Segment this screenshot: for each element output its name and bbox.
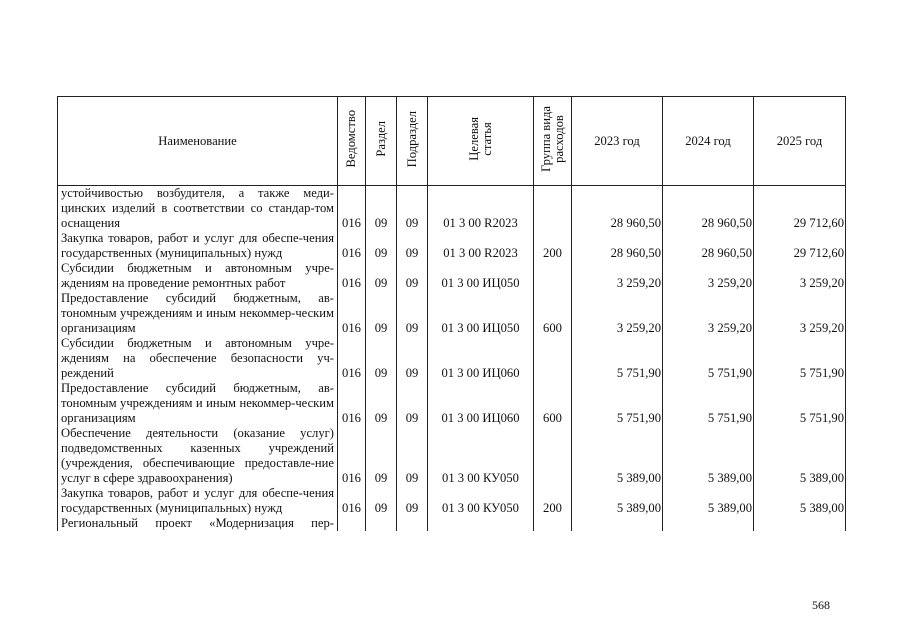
header-2024-label: 2024 год: [685, 133, 731, 148]
row-podrazdel: 09: [397, 291, 428, 336]
header-2025: [754, 97, 846, 186]
row-gruppa: [534, 186, 572, 232]
row-2024: 5 389,00: [663, 426, 754, 486]
row-razdel: 09: [366, 426, 397, 486]
row-name: Субсидии бюджетным и автономным учре-ждениям на проведение ремонтных работ: [58, 261, 338, 291]
row-podrazdel: 09: [397, 231, 428, 261]
row-2024: 3 259,20: [663, 261, 754, 291]
row-vedomstvo: [338, 516, 366, 531]
row-celevaya: 01 3 00 ИЦ050: [428, 261, 534, 291]
header-2024: [663, 97, 754, 186]
header-vedomstvo-label: Ведомство: [344, 110, 358, 168]
header-2023: [572, 97, 663, 186]
row-2025: [754, 516, 846, 531]
table-row: [58, 426, 846, 486]
row-2023: 28 960,50: [572, 231, 663, 261]
row-vedomstvo: 016: [338, 261, 366, 291]
row-2025: 5 751,90: [754, 381, 846, 426]
row-gruppa: 200: [534, 231, 572, 261]
table-row: [58, 336, 846, 381]
row-razdel: 09: [366, 486, 397, 516]
row-gruppa: [534, 336, 572, 381]
row-celevaya: 01 3 00 R2023: [428, 231, 534, 261]
row-2025: 29 712,60: [754, 186, 846, 232]
row-name: Региональный проект «Модернизация пер-: [58, 516, 338, 531]
row-2024: 5 751,90: [663, 381, 754, 426]
row-vedomstvo: 016: [338, 426, 366, 486]
table-row: [58, 291, 846, 336]
row-2024: 28 960,50: [663, 231, 754, 261]
row-2024: 28 960,50: [663, 186, 754, 232]
row-razdel: 09: [366, 186, 397, 232]
row-podrazdel: 09: [397, 426, 428, 486]
header-celevaya-line2: статья: [479, 122, 494, 156]
header-gruppa: [534, 97, 572, 186]
row-razdel: 09: [366, 261, 397, 291]
row-celevaya: 01 3 00 КУ050: [428, 486, 534, 516]
header-gruppa-label: [540, 106, 566, 172]
row-2024: 5 751,90: [663, 336, 754, 381]
header-celevaya-line1: Целевая: [466, 117, 481, 161]
header-vedomstvo: [338, 97, 366, 186]
row-podrazdel: 09: [397, 381, 428, 426]
row-2023: 3 259,20: [572, 291, 663, 336]
row-podrazdel: 09: [397, 261, 428, 291]
row-name: Предоставление субсидий бюджетным, ав-тономным учреждениям и иным некоммер-ческим организациям: [58, 291, 338, 336]
row-celevaya: 01 3 00 ИЦ060: [428, 381, 534, 426]
header-name: [58, 97, 338, 186]
row-vedomstvo: 016: [338, 186, 366, 232]
row-vedomstvo: 016: [338, 381, 366, 426]
row-2023: 28 960,50: [572, 186, 663, 232]
table-header: [58, 97, 846, 186]
row-podrazdel: [397, 516, 428, 531]
row-name: Закупка товаров, работ и услуг для обеспе-чения государственных (муниципальных) нужд: [58, 231, 338, 261]
row-celevaya: [428, 516, 534, 531]
row-podrazdel: 09: [397, 486, 428, 516]
row-name: устойчивостью возбудителя, а также меди-цинских изделий в соответствии со стандар-том оснащения: [58, 186, 338, 232]
row-celevaya: 01 3 00 ИЦ060: [428, 336, 534, 381]
row-2023: 5 389,00: [572, 486, 663, 516]
row-razdel: 09: [366, 336, 397, 381]
header-2025-label: 2025 год: [776, 133, 823, 148]
row-gruppa: 600: [534, 381, 572, 426]
header-celevaya: [428, 97, 534, 186]
row-gruppa: 200: [534, 486, 572, 516]
header-razdel: [366, 97, 397, 186]
row-2025: 29 712,60: [754, 231, 846, 261]
row-vedomstvo: 016: [338, 291, 366, 336]
row-celevaya: 01 3 00 R2023: [428, 186, 534, 232]
table-row: [58, 186, 846, 232]
row-gruppa: [534, 516, 572, 531]
header-gruppa-line2: расходов: [551, 115, 566, 163]
row-vedomstvo: 016: [338, 486, 366, 516]
row-vedomstvo: 016: [338, 336, 366, 381]
row-razdel: 09: [366, 291, 397, 336]
row-2025: 3 259,20: [754, 261, 846, 291]
table-row-trailing: [58, 516, 846, 531]
table-row: [58, 261, 846, 291]
row-podrazdel: 09: [397, 186, 428, 232]
row-celevaya: 01 3 00 ИЦ050: [428, 291, 534, 336]
row-celevaya: 01 3 00 КУ050: [428, 426, 534, 486]
row-2025: 5 389,00: [754, 426, 846, 486]
row-razdel: [366, 516, 397, 531]
row-razdel: 09: [366, 381, 397, 426]
row-2025: 3 259,20: [754, 291, 846, 336]
header-razdel-label: Раздел: [373, 121, 388, 157]
row-vedomstvo: 016: [338, 231, 366, 261]
header-podrazdel: [397, 97, 428, 186]
row-2025: 5 751,90: [754, 336, 846, 381]
table-row: [58, 231, 846, 261]
row-podrazdel: 09: [397, 336, 428, 381]
budget-table: [57, 96, 846, 531]
row-name: Субсидии бюджетным и автономным учре-ждениям на обеспечение безопасности уч-реждений: [58, 336, 338, 381]
row-name: Закупка товаров, работ и услуг для обеспе-чения государственных (муниципальных) нужд: [58, 486, 338, 516]
row-name: Обеспечение деятельности (оказание услуг) подведомственных казенных учреждений (учреждения, обеспечивающие предоставле-ние услуг в сфере здравоохранения): [58, 426, 338, 486]
header-podrazdel-label: Подраздел: [404, 110, 419, 168]
row-2023: [572, 516, 663, 531]
header-name-label: Наименование: [158, 133, 237, 148]
row-2023: 5 751,90: [572, 336, 663, 381]
row-gruppa: 600: [534, 291, 572, 336]
table-row: [58, 486, 846, 516]
row-name: Предоставление субсидий бюджетным, ав-тономным учреждениям и иным некоммер-ческим организациям: [58, 381, 338, 426]
row-gruppa: [534, 426, 572, 486]
row-2024: [663, 516, 754, 531]
header-celevaya-label: [468, 117, 494, 161]
header-gruppa-line1: Группа вида: [538, 106, 553, 172]
row-2023: 5 389,00: [572, 426, 663, 486]
row-2023: 3 259,20: [572, 261, 663, 291]
row-gruppa: [534, 261, 572, 291]
table-body: [58, 186, 846, 532]
page-number: 568: [812, 598, 830, 612]
table-row: [58, 381, 846, 426]
row-2023: 5 751,90: [572, 381, 663, 426]
header-2023-label: 2023 год: [594, 133, 640, 148]
row-razdel: 09: [366, 231, 397, 261]
row-2024: 3 259,20: [663, 291, 754, 336]
row-2024: 5 389,00: [663, 486, 754, 516]
row-2025: 5 389,00: [754, 486, 846, 516]
